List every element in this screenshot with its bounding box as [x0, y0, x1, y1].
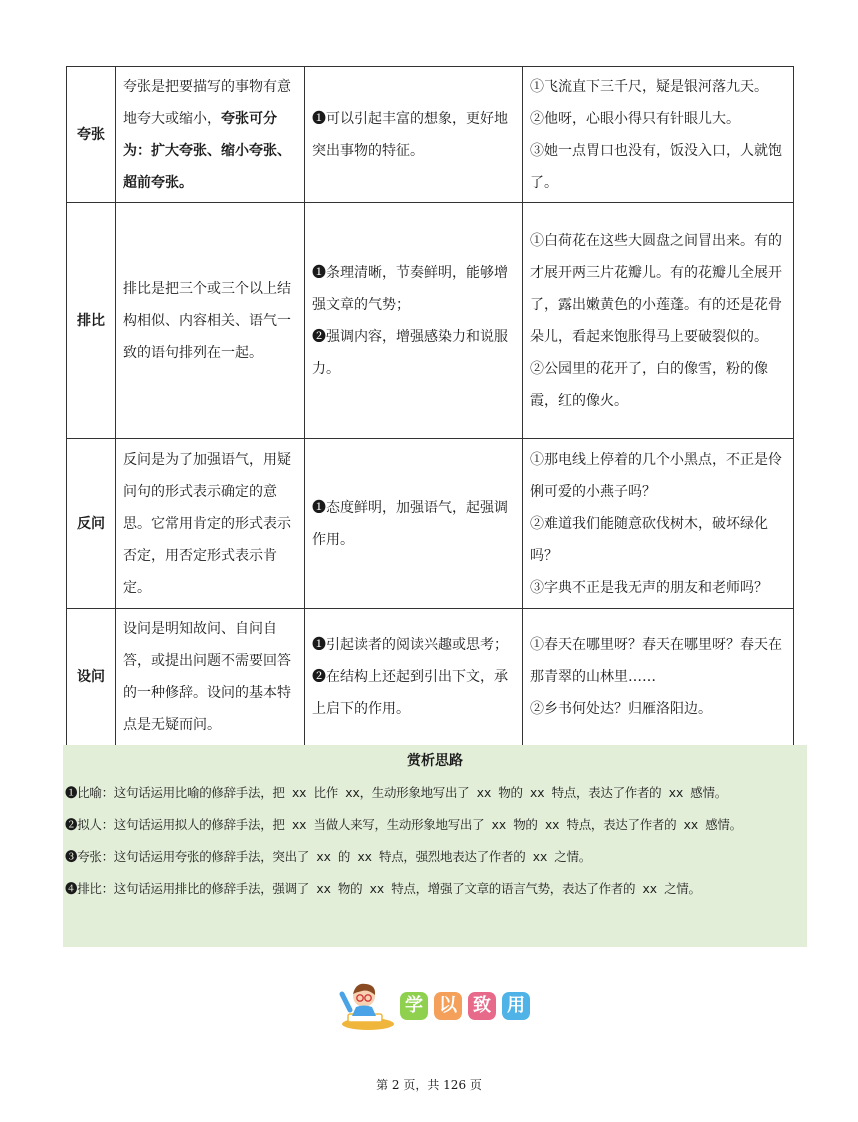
example-cell	[523, 203, 794, 439]
banner-char: 致	[468, 992, 496, 1020]
example-item: ①春天在哪里呀？春天在哪里呀？春天在那青翠的山林里……	[530, 637, 782, 685]
example-item: ③字典不正是我无声的朋友和老师吗？	[530, 579, 768, 596]
table-row	[67, 203, 794, 439]
analysis-item: ❶比喻：这句话运用比喻的修辞手法，把 xx 比作 xx，生动形象地写出了 xx 物的 xx 特点，表达了作者的 xx 感情。	[65, 785, 727, 800]
analysis-item: ❷拟人：这句话运用拟人的修辞手法，把 xx 当做人来写，生动形象地写出了 xx 物的 xx 特点，表达了作者的 xx 感情。	[65, 817, 742, 832]
term-cell: 排比	[67, 203, 116, 439]
definition-bold-text: 夸张可分为：扩大夸张、缩小夸张、超前夸张。	[123, 110, 291, 191]
term-cell: 设问	[67, 609, 116, 746]
example-item: ①白荷花在这些大圆盘之间冒出来。有的才展开两三片花瓣儿。有的花瓣儿全展开了，露出嫩黄色的小莲蓬。有的还是花骨朵儿，看起来饱胀得马上要破裂似的。	[530, 232, 782, 345]
student-reading-icon	[338, 980, 396, 1032]
example-cell	[523, 67, 794, 203]
definition-cell	[116, 203, 305, 439]
rhetoric-table	[66, 66, 794, 746]
example-item: ③她一点胃口也没有，饭没入口，人就饱了。	[530, 142, 782, 191]
effect-cell	[305, 439, 523, 609]
effect-item: ❶可以引起丰富的想象，更好地突出事物的特征。	[312, 110, 508, 159]
table-row	[67, 439, 794, 609]
example-item: ②乡书何处达？归雁洛阳边。	[530, 701, 712, 717]
effect-cell	[305, 203, 523, 439]
definition-cell	[116, 609, 305, 746]
practice-banner	[338, 980, 538, 1030]
example-item: ②难道我们能随意砍伐树木，破坏绿化吗？	[530, 515, 768, 564]
analysis-title: 赏析思路	[407, 753, 463, 769]
term-cell: 反问	[67, 439, 116, 609]
term-cell: 夸张	[67, 67, 116, 203]
example-item: ②他呀，心眼小得只有针眼儿大。	[530, 110, 740, 127]
effect-item: ❷强调内容，增强感染力和说服力。	[312, 328, 508, 377]
effect-cell	[305, 609, 523, 746]
definition-text: 反问是为了加强语气，用疑问句的形式表示确定的意思。它常用肯定的形式表示否定，用否定形式表示肯定。	[123, 451, 291, 596]
example-item: ①飞流直下三千尺，疑是银河落九天。	[530, 78, 768, 95]
example-cell	[523, 439, 794, 609]
table-row	[67, 609, 794, 746]
definition-text: 夸张是把要描写的事物有意地夸大或缩小，	[123, 78, 291, 127]
definition-cell	[116, 67, 305, 203]
effect-cell	[305, 67, 523, 203]
example-cell	[523, 609, 794, 746]
banner-char: 以	[434, 992, 462, 1020]
definition-cell	[116, 439, 305, 609]
banner-char: 用	[502, 992, 530, 1020]
example-item: ①那电线上停着的几个小黑点，不正是伶俐可爱的小燕子吗？	[530, 451, 782, 500]
page-footer: 第 2 页，共 126 页	[376, 1078, 482, 1092]
analysis-box	[63, 745, 807, 947]
definition-text: 排比是把三个或三个以上结构相似、内容相关、语气一致的语句排列在一起。	[123, 280, 291, 361]
effect-item: ❶态度鲜明，加强语气，起强调作用。	[312, 499, 508, 548]
example-item: ②公园里的花开了，白的像雪，粉的像霞，红的像火。	[530, 360, 768, 409]
banner-char: 学	[400, 992, 428, 1020]
effect-item: ❶引起读者的阅读兴趣或思考；	[312, 637, 508, 653]
analysis-item: ❸夸张：这句话运用夸张的修辞手法，突出了 xx 的 xx 特点，强烈地表达了作者的 xx 之情。	[65, 849, 591, 864]
effect-item: ❷在结构上还起到引出下文，承上启下的作用。	[312, 669, 508, 717]
analysis-item: ❹排比：这句话运用排比的修辞手法，强调了 xx 物的 xx 特点，增强了文章的语言气势，表达了作者的 xx 之情。	[65, 881, 701, 896]
definition-text: 设问是明知故问、自问自答，或提出问题不需要回答的一种修辞。设问的基本特点是无疑而问。	[123, 621, 291, 733]
table-row	[67, 67, 794, 203]
effect-item: ❶条理清晰，节奏鲜明，能够增强文章的气势；	[312, 264, 508, 313]
